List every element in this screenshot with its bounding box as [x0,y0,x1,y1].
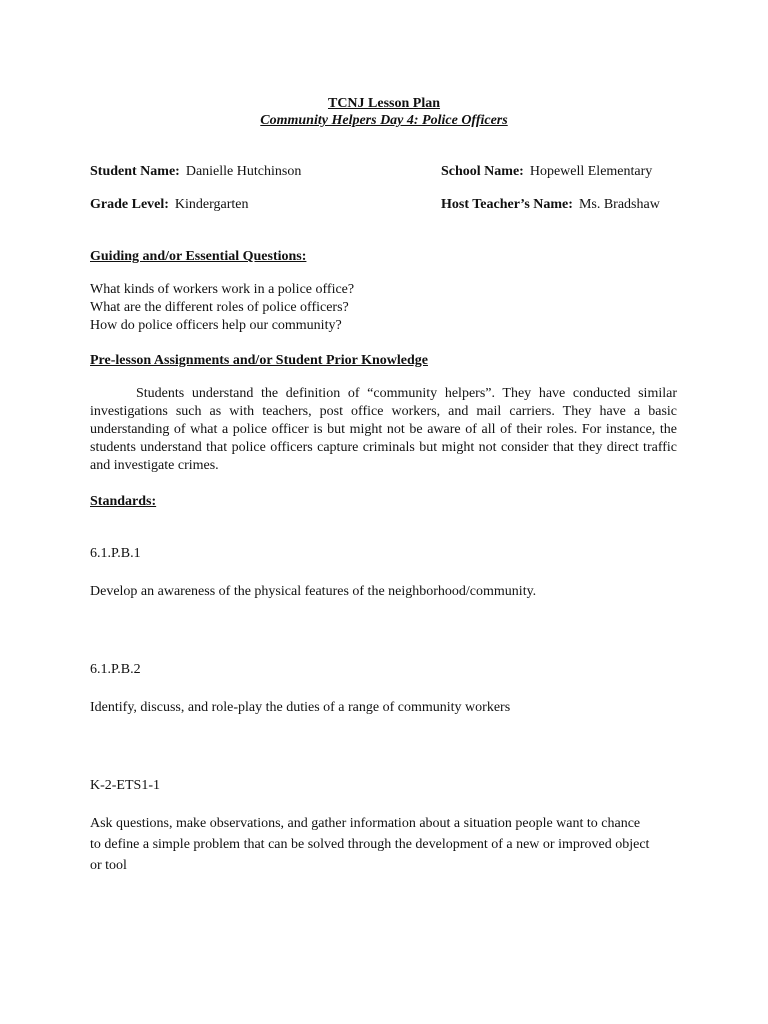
standard-code: K-2-ETS1-1 [90,778,160,793]
prior-knowledge-paragraph: Students understand the definition of “community helpers”. They have conducted similar investigations such as with teachers, post office workers, and mail carriers. They have a basic understanding of what a police officer is but might not be aware of all of their roles. For instance, the students understand that police officers capture criminals but might not consider that they direct traffic and investigate crimes. [90,386,677,473]
standard-text: Identify, discuss, and role-play the duties of a range of community workers [90,700,511,715]
host-teacher-value: Ms. Bradshaw [578,197,660,212]
list-item: What kinds of workers work in a police office? [90,282,355,297]
document-title: TCNJ Lesson Plan [327,96,441,111]
school-name-label: School Name: [441,164,524,179]
standard-code: 6.1.P.B.2 [90,662,141,677]
host-teacher-field [441,196,660,214]
grade-level-label: Grade Level: [90,197,169,212]
grade-level-value: Kindergarten [174,197,249,212]
school-name-field [441,163,652,181]
prior-knowledge-heading: Pre-lesson Assignments and/or Student Prior Knowledge [90,353,428,368]
document-subtitle: Community Helpers Day 4: Police Officers [260,113,508,128]
list-item: What are the different roles of police officers? [90,300,349,315]
host-teacher-label: Host Teacher’s Name: [441,197,573,212]
grade-level-field [90,196,249,214]
list-item: How do police officers help our community? [90,318,342,333]
guiding-questions-list [90,281,354,335]
standard-text: Ask questions, make observations, and gather information about a situation people want to chance to define a simple problem that can be solved through the development of a new or improved object or tool [90,816,650,873]
student-name-value: Danielle Hutchinson [185,164,302,179]
standard-code: 6.1.P.B.1 [90,546,141,561]
student-name-label: Student Name: [90,164,180,179]
student-name-field [90,163,301,181]
standard-text: Develop an awareness of the physical features of the neighborhood/community. [90,584,537,599]
standards-heading: Standards: [90,494,157,509]
school-name-value: Hopewell Elementary [529,164,653,179]
guiding-questions-heading: Guiding and/or Essential Questions: [90,249,307,264]
